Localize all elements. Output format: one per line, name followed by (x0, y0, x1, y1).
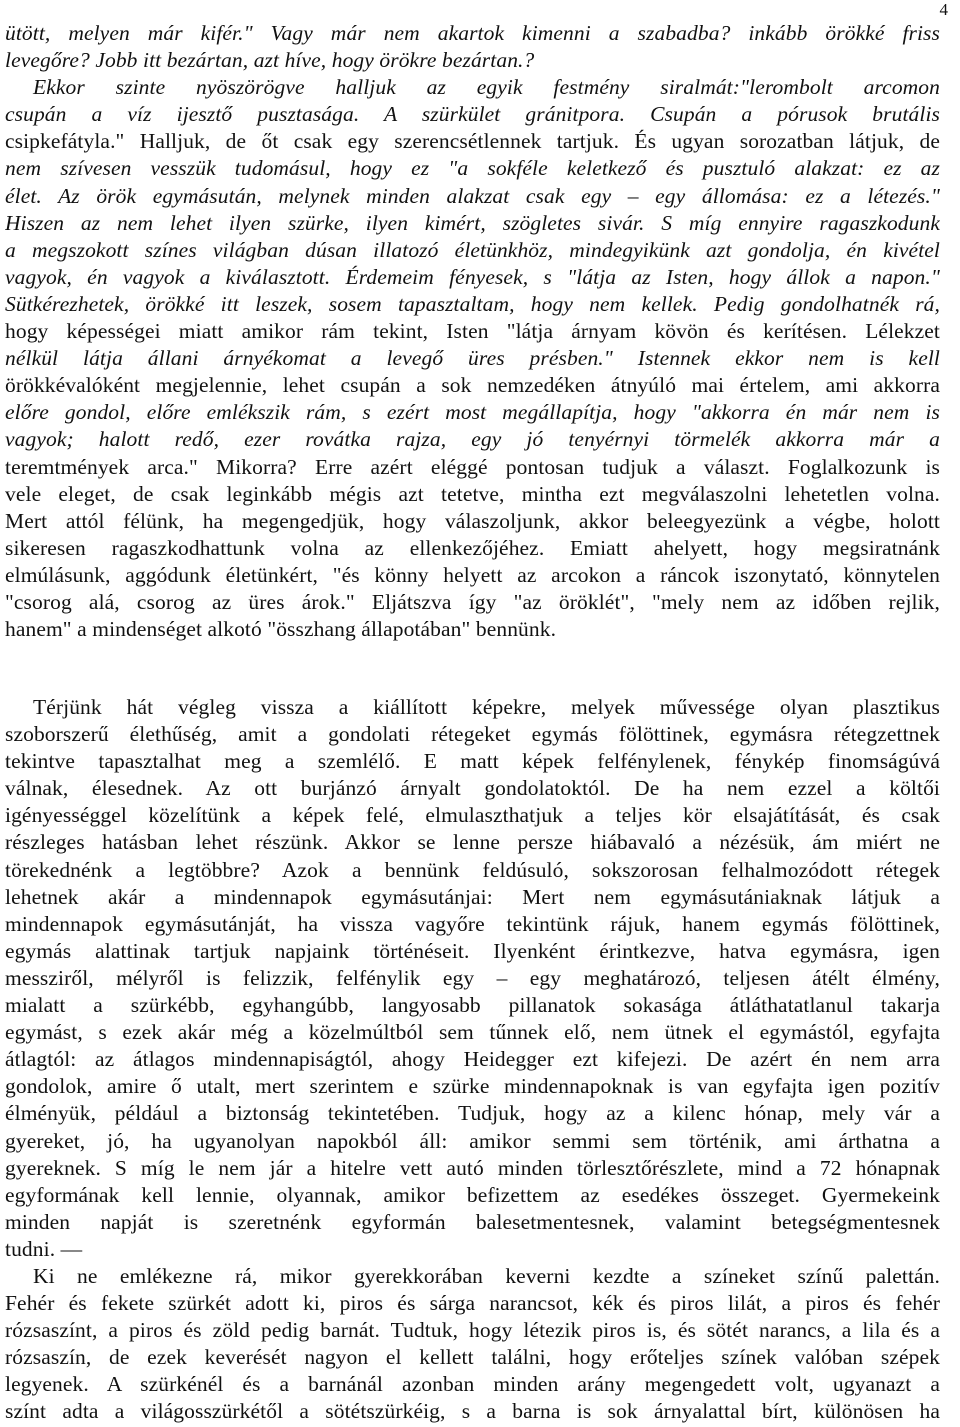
text-line: egymás alattinak tartjuk napjaink történéseit. Ilyenként érintkezve, hatva egymásra, igen (5, 938, 940, 963)
text-line: törekednénk a legtöbbre? Azok a bennünk feldúsuló, sokszorosan felhalmozódott rétegek (5, 857, 940, 882)
text-line: sikeresen ragaszkodhattunk volna az ellenkezőjéhez. Emiatt ahelyett, hogy megsiratnánk (5, 535, 940, 560)
text-line: elmúlásunk, aggódunk életünkért, "és könny helyett az arcokon a ráncok iszonytató, könnytelen (5, 562, 940, 587)
text-line: "csorog alá, csorog az üres árok." Eljátszva így "az öröklét", "mely nem az időben rejlik, (5, 589, 940, 614)
text-line: minden napját is szeretnénk egyformán balesetmentesnek, valamint betegségmentesnek (5, 1209, 940, 1234)
text-line: levegőre? Jobb itt bezártan, azt híve, hogy örökre bezártan.? (5, 48, 535, 73)
text-line: legyenek. A szürkénél és a barnánál azonban minden arány megengedett volt, ugyanazt a (5, 1372, 940, 1397)
text-line: szoborszerű élethűség, amit a gondolati rétegeket egymás fölöttinek, egymásra rétegzettnek (5, 722, 940, 747)
text-line: nélkül látja állani árnyékomat a levegő üres présben." Istennek ekkor nem is kell (5, 346, 940, 371)
page-number: 4 (939, 0, 948, 19)
text-line: Ekkor szinte nyöszörögve halljuk az egyik festmény siralmát:"lerombolt arcomon (33, 75, 940, 100)
text-line: részleges hatásban lehet részünk. Akkor se lenne persze hiábavaló a nézésük, ám miért ne (5, 830, 940, 855)
text-line: rózsaszínt, a piros és zöld pedig barnát. Tudtuk, hogy létezik piros is, és sötét narancs, a lila és a (5, 1318, 940, 1343)
text-line: rózsaszín, de ezek keverését nagyon el kellett találni, hogy erőteljes színek valóban szépek (5, 1345, 940, 1370)
text-line: teremtmények arca." Mikorra? Erre azért eléggé pontosan tudjuk a választ. Foglalkozunk is (5, 454, 940, 479)
text-line: csupán a víz ijesztő pusztasága. A szürkület gránitpora. Csupán a pórusok brutális (5, 102, 940, 127)
text-line: előre gondol, előre emlékszik rám, s ezért most megállapítja, hogy "akkorra én már nem is (5, 400, 940, 425)
text-line: nem szívesen vesszük tudomásul, hogy ez "a sokféle keletkező és pusztuló alakzat: ez az (5, 156, 940, 181)
text-line: Fehér és fekete szürkét adott ki, piros és sárga narancsot, kék és piros lilát, a piros és fehér (5, 1291, 940, 1316)
text-line: a megszokott színes világban dúsan illatozó életünkhöz, mindegyikünk azt gondolja, én kivétel (5, 237, 940, 262)
text-line: tekintve tapasztalhat meg a szemlélő. E matt képek felfénylenek, fénykép finomságúvá (5, 749, 940, 774)
text-line: vagyok; halott redő, ezer rovátka rajza, egy jó tenyérnyi törmelék akkorra már a (5, 427, 940, 452)
text-line: lehetnek akár a mindennapok egymásutánjai: Mert nem egymásutániaknak látjuk a (5, 884, 940, 909)
paragraph-1 (5, 20, 940, 643)
text-line: hogy képességei miatt amikor rám tekint, Isten "látja árnyam kövön és kerítésen. Lélekzet (5, 319, 940, 344)
text-line: gondolok, amire ő utalt, mert szerintem e szürke mindennapoknak is van egyfajta igen pozitív (5, 1074, 940, 1099)
text-line: Mert attól félünk, ha megengedjük, hogy válaszoljunk, akkor beleegyezünk a végbe, holott (5, 508, 940, 533)
text-line: gyereket, jó, ha ugyanolyan napokból áll: amikor semmi sem történik, ami árthatna a (5, 1128, 940, 1153)
text-line: messziről, mélyről is felizzik, felfénylik egy – egy meghatározó, teljesen átélt élmény, (5, 965, 940, 990)
text-line: Sütkérezhetek, örökké itt leszek, sosem tapasztaltam, hogy nem kellek. Pedig gondolhatnék rá, (5, 291, 940, 316)
text-line: Hiszen az nem lehet ilyen szürke, ilyen kimért, szögletes sivár. S míg ennyire ragaszkodunk (5, 210, 940, 235)
text-line: vagyok, én vagyok a kiválasztott. Érdemeim fényesek, s "látja az Isten, hogy állok a napon." (5, 264, 940, 289)
text-line: élet. Az örök egymásután, melynek minden alakzat csak egy – egy állomása: ez a létezés." (5, 183, 940, 208)
paragraph-2 (5, 694, 940, 1426)
text-line: élményük, például a biztonság tekintetében. Tudjuk, hogy az a kilenc hónap, mely vár a (5, 1101, 940, 1126)
text-line: igényességgel közelítünk a képek felé, elmulaszthatjuk a teljes kör elsajátítását, és csak (5, 803, 940, 828)
text-line: átlagtól: az átlagos mindennapiságtól, ahogy Heidegger ezt kifejezi. De azért én nem arra (5, 1047, 940, 1072)
text-line: egyformának kell lennie, olyannak, amikor befizettem az esedékes összeget. Gyermekeink (5, 1182, 940, 1207)
text-line: ütött, melyen már kifér." Vagy már nem akartok kimenni a szabadba? inkább örökké friss (5, 21, 940, 45)
text-line: válnak, élesednek. Az ott burjánzó árnyalt gondolatoktól. De ha nem ezzel a költői (5, 776, 940, 801)
text-line: csipkefátyla." Halljuk, de őt csak egy szerencsétlennek tartjuk. És ugyan sorozatban látjuk, de (5, 129, 940, 154)
text-line: Ki ne emlékezne rá, mikor gyerekkorában keverni kezdte a színeket színű palettán. (33, 1263, 940, 1288)
text-line: mialatt a szürkébb, egyhangúbb, langyosabb pillanatok sokasága átláthatatlanul takarja (5, 993, 940, 1018)
text-line: mindennapok egymásutánját, ha vissza vagyőre tekintünk rájuk, hanem egymás fölöttinek, (5, 911, 940, 936)
text-line: egymást, s ezek akár még a közelmúltból sem tűnnek elő, nem ütnek el egymástól, egyfajta (5, 1020, 940, 1045)
text-line: örökkévalóként megjelennie, lehet csupán a sok nemzedéken átnyúló mai értelem, ami akkorra (5, 373, 940, 398)
text-line: Térjünk hát végleg vissza a kiállított képekre, melyek művessége olyan plasztikus (33, 695, 940, 719)
text-line: színt adta a világosszürkétől a sötétszürkéig, s a barna is sok árnyalattal bírt, különösen ha (5, 1399, 940, 1424)
text-line: vele eleget, de csak leginkább mégis azt tetetve, mintha ezt megválaszolni lehetetlen volna. (5, 481, 940, 506)
text-line: hanem" a mindenséget alkotó "összhang állapotában" bennünk. (5, 617, 557, 642)
text-line: tudni. — (5, 1236, 83, 1261)
text-line: gyereknek. S míg le nem jár a hitelre vett autó minden törlesztőrészlete, mind a 72 hónapnak (5, 1155, 940, 1180)
